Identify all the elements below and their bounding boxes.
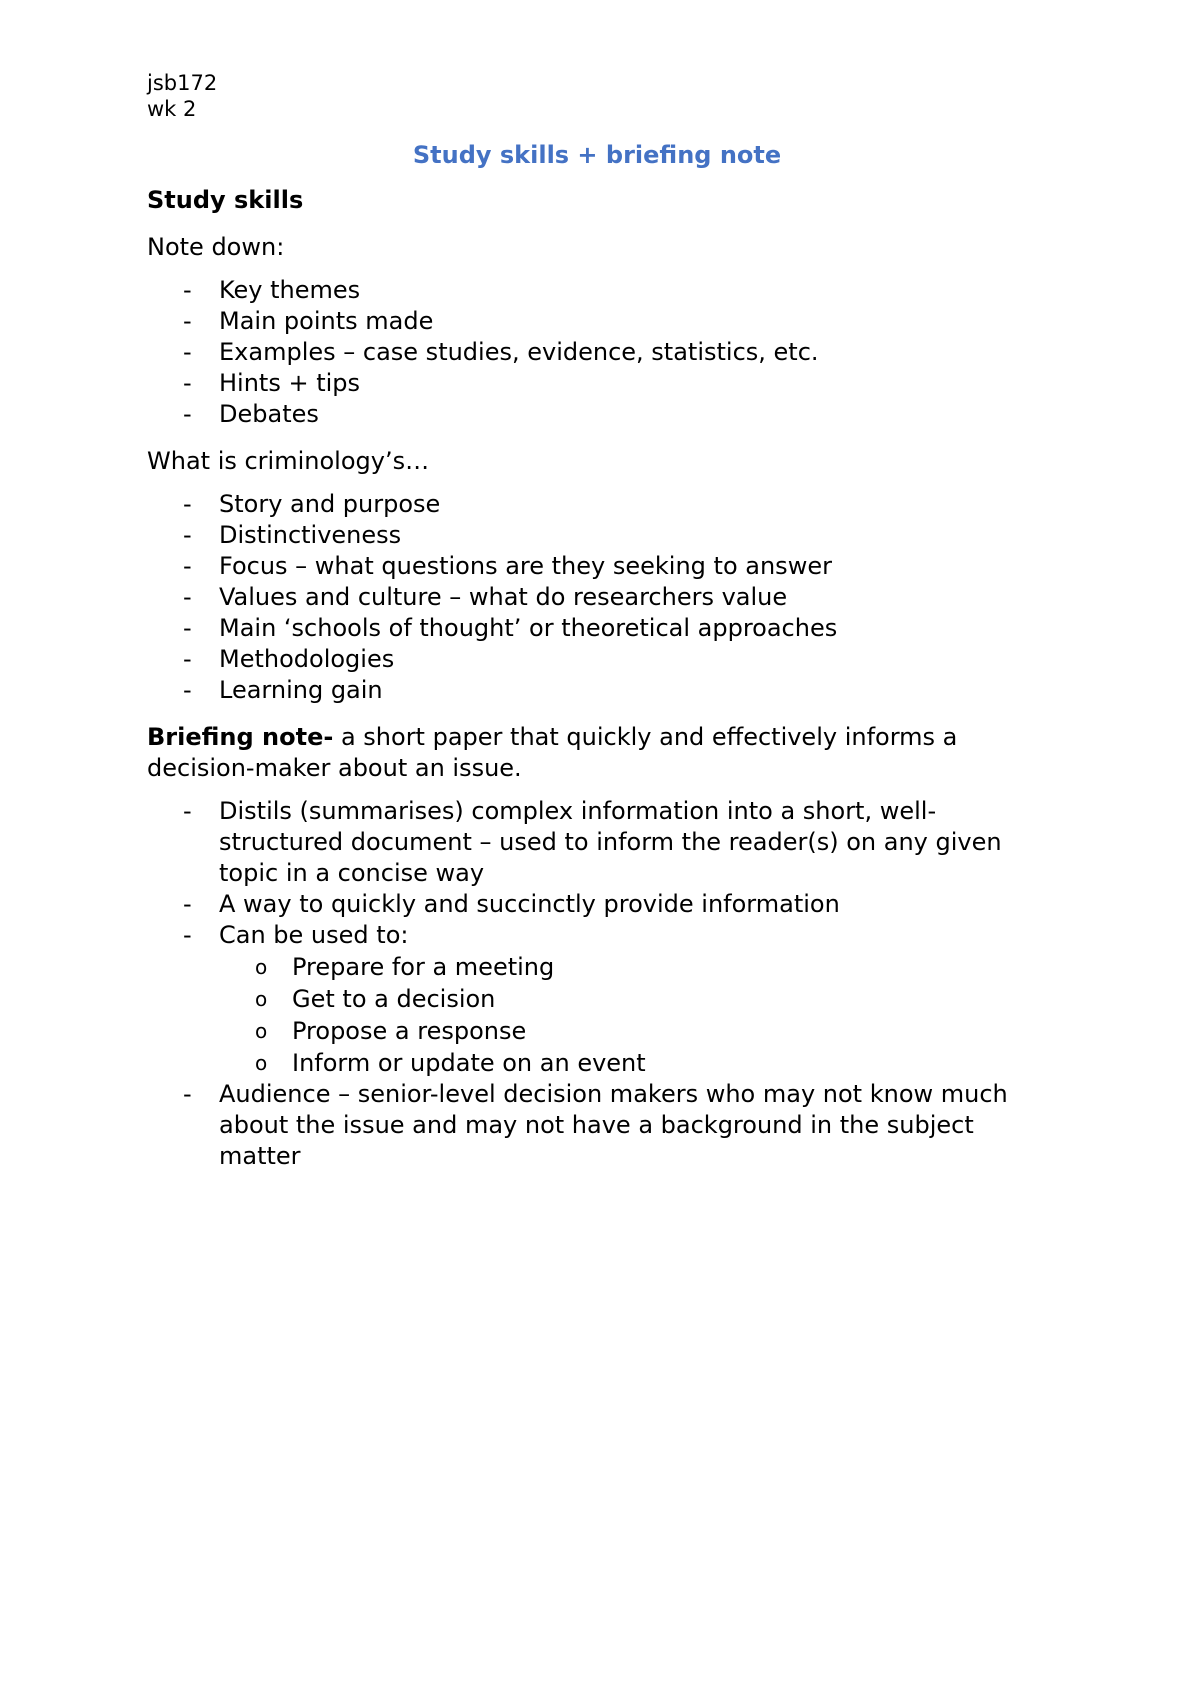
dash-bullet: - (183, 676, 192, 704)
list-item (147, 520, 1047, 551)
list-item-text: Distinctiveness (219, 521, 402, 549)
sublist-item-text: Propose a response (292, 1017, 527, 1045)
dash-bullet: - (183, 490, 192, 518)
criminology-list (147, 489, 1047, 706)
sublist-item-text: Inform or update on an event (292, 1049, 646, 1077)
list-item (147, 644, 1047, 675)
dash-bullet: - (183, 1080, 192, 1108)
dash-bullet: - (183, 583, 192, 611)
page-title: Study skills + briefing note (412, 141, 782, 169)
list-item-text: Focus – what questions are they seeking to answer (219, 552, 832, 580)
list-item-text: Main ‘schools of thought’ or theoretical approaches (219, 614, 838, 642)
dash-bullet: - (183, 890, 192, 918)
list-item (147, 613, 1047, 644)
list-item (147, 399, 1047, 430)
sublist-item (219, 1015, 1047, 1047)
dash-bullet: - (183, 797, 192, 825)
briefing-note-term: Briefing note- (147, 723, 334, 751)
list-item (147, 1079, 1047, 1172)
dash-bullet: - (183, 921, 192, 949)
list-item-text: Methodologies (219, 645, 395, 673)
course-code: jsb172 (147, 71, 218, 95)
dash-bullet: - (183, 369, 192, 397)
week-label: wk 2 (147, 97, 197, 121)
document-body (147, 70, 1047, 1172)
sublist-item (219, 951, 1047, 983)
list-item-text: Hints + tips (219, 369, 361, 397)
list-item (147, 675, 1047, 706)
circle-bullet: o (255, 955, 268, 979)
list-item-text: Examples – case studies, evidence, statistics, etc. (219, 338, 819, 366)
sublist-item (219, 983, 1047, 1015)
list-item (147, 920, 1047, 1079)
circle-bullet: o (255, 1019, 268, 1043)
list-item (147, 551, 1047, 582)
list-item (147, 275, 1047, 306)
dash-bullet: - (183, 552, 192, 580)
circle-bullet: o (255, 987, 268, 1011)
briefing-note-list (147, 796, 1047, 1172)
list-item-text: A way to quickly and succinctly provide information (219, 890, 840, 918)
list-item (147, 889, 1047, 920)
note-down-label: Note down: (147, 233, 285, 261)
list-item (147, 306, 1047, 337)
dash-bullet: - (183, 338, 192, 366)
used-to-sublist (219, 951, 1047, 1079)
dash-bullet: - (183, 645, 192, 673)
sublist-item (219, 1047, 1047, 1079)
list-item (147, 582, 1047, 613)
list-item-text: Story and purpose (219, 490, 441, 518)
briefing-note-definition (147, 722, 1047, 784)
list-item (147, 489, 1047, 520)
list-item-text: Values and culture – what do researchers value (219, 583, 788, 611)
dash-bullet: - (183, 400, 192, 428)
list-item-text: Main points made (219, 307, 434, 335)
list-item-text: Audience – senior-level decision makers who may not know much about the issue and may not have a background in the subject matter (219, 1080, 1008, 1170)
list-item-text: Debates (219, 400, 319, 428)
dash-bullet: - (183, 276, 192, 304)
list-item (147, 368, 1047, 399)
briefing-note-definition-text: a short paper that quickly and effectively informs a decision-maker about an issue. (147, 723, 958, 782)
circle-bullet: o (255, 1051, 268, 1075)
list-item-text: Key themes (219, 276, 361, 304)
list-item-text: Distils (summarises) complex information into a short, well-structured document – used to inform the reader(s) on any given topic in a concise way (219, 797, 1002, 887)
sublist-item-text: Prepare for a meeting (292, 953, 555, 981)
note-down-list (147, 275, 1047, 430)
study-skills-heading: Study skills (147, 186, 304, 214)
criminology-label: What is criminology’s… (147, 447, 430, 475)
list-item-text: Learning gain (219, 676, 383, 704)
dash-bullet: - (183, 521, 192, 549)
dash-bullet: - (183, 307, 192, 335)
dash-bullet: - (183, 614, 192, 642)
list-item-text: Can be used to: (219, 921, 409, 949)
list-item (147, 337, 1047, 368)
sublist-item-text: Get to a decision (292, 985, 496, 1013)
list-item (147, 796, 1047, 889)
